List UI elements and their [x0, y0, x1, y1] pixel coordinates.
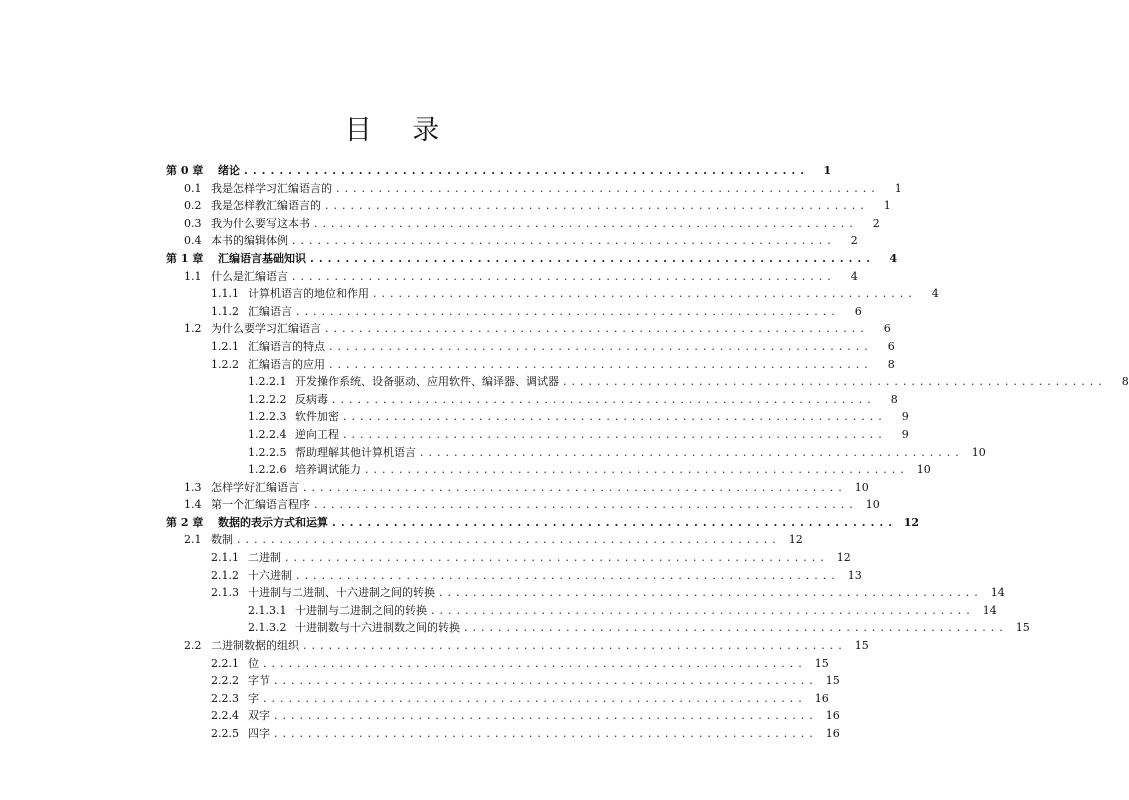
toc-page-number: 16 [825, 727, 840, 740]
toc-entry-title: 二进制数据的组织 [211, 639, 299, 653]
toc-entry-number: 1.1.2 [211, 304, 239, 318]
table-of-contents [166, 162, 1129, 743]
dot-leader: ................................................................ [420, 445, 964, 459]
toc-entry-row[interactable] [166, 285, 939, 303]
toc-page-number: 16 [825, 709, 840, 723]
toc-entry-row[interactable] [166, 373, 1129, 391]
toc-page-number: 4 [850, 269, 858, 283]
toc-entry-title: 绪论 [218, 164, 240, 177]
toc-entry-number: 0.2 [184, 199, 202, 213]
toc-entry-line [295, 408, 909, 426]
toc-entry-row[interactable] [166, 408, 909, 426]
dot-leader: ................................................................ [563, 375, 1107, 389]
dot-leader: ................................................................ [310, 251, 876, 265]
toc-entry-line [295, 602, 997, 620]
toc-entry-number: 1.3 [184, 480, 202, 494]
dot-leader: ................................................................ [343, 427, 887, 441]
toc-entry-number: 1.1.1 [211, 287, 239, 301]
toc-entry-title: 培养调试能力 [295, 463, 361, 477]
toc-entry-line [248, 672, 840, 690]
toc-chapter-row[interactable] [166, 250, 898, 268]
toc-page-number: 12 [836, 551, 851, 565]
toc-chapter-row[interactable] [166, 514, 920, 532]
toc-entry-title: 汇编语言的特点 [248, 339, 325, 353]
dot-leader: ................................................................ [332, 515, 898, 529]
toc-entry-title: 本书的编辑体例 [211, 234, 288, 248]
toc-entry-row[interactable] [166, 320, 891, 338]
toc-entry-line [211, 180, 902, 198]
toc-entry-row[interactable] [166, 338, 895, 356]
toc-entry-title: 十进制与二进制之间的转换 [295, 603, 427, 617]
toc-entry-title: 数制 [211, 533, 233, 547]
toc-entry-number: 1.2.2.4 [248, 427, 287, 441]
toc-page-number: 8 [1121, 375, 1129, 389]
toc-entry-row[interactable] [166, 690, 829, 708]
dot-leader: ................................................................ [296, 304, 840, 318]
toc-entry-title: 软件加密 [295, 410, 339, 424]
toc-page-number: 4 [889, 251, 898, 265]
dot-leader: ................................................................ [464, 621, 1008, 635]
toc-entry-number: 2.1 [184, 533, 202, 547]
toc-entry-line [248, 549, 851, 567]
toc-page-number: 10 [916, 463, 931, 477]
toc-entry-row[interactable] [166, 426, 909, 444]
toc-entry-row[interactable] [166, 215, 880, 233]
toc-page-number: 15 [1015, 621, 1030, 635]
toc-entry-number: 2.1.2 [211, 568, 239, 582]
toc-entry-row[interactable] [166, 619, 1030, 637]
toc-entry-line [248, 567, 862, 585]
toc-entry-number: 2.1.3.1 [248, 603, 287, 617]
toc-entry-number: 1.2.2.1 [248, 375, 287, 389]
toc-entry-row[interactable] [166, 197, 891, 215]
toc-page-number: 10 [854, 480, 869, 494]
toc-page-number: 6 [854, 304, 862, 318]
toc-entry-title: 逆向工程 [295, 427, 339, 441]
toc-entry-line [211, 215, 880, 233]
toc-entry-row[interactable] [166, 356, 895, 374]
dot-leader: ................................................................ [303, 639, 847, 653]
toc-entry-row[interactable] [166, 655, 829, 673]
dot-leader: ................................................................ [274, 709, 818, 723]
toc-entry-number: 2.1.3.2 [248, 621, 287, 635]
toc-entry-number: 2.2.1 [211, 656, 239, 670]
dot-leader: ................................................................ [325, 322, 869, 336]
toc-entry-number: 0.4 [184, 234, 202, 248]
toc-entry-number: 2.2.5 [211, 727, 239, 740]
toc-entry-line [248, 285, 939, 303]
toc-entry-title: 十六进制 [248, 568, 292, 582]
toc-entry-line [248, 584, 1005, 602]
dot-leader: ................................................................ [431, 603, 975, 617]
toc-entry-number: 2.2.2 [211, 674, 239, 688]
toc-entry-title: 汇编语言的应用 [248, 357, 325, 371]
toc-entry-row[interactable] [166, 531, 803, 549]
toc-entry-row[interactable] [166, 584, 1005, 602]
toc-page-number: 9 [901, 427, 909, 441]
toc-entry-number: 2.2 [184, 639, 202, 653]
toc-entry-title: 双字 [248, 709, 270, 723]
toc-entry-number: 0.3 [184, 216, 202, 230]
toc-page-number: 12 [788, 533, 803, 547]
toc-entry-line [295, 444, 986, 462]
toc-entry-row[interactable] [166, 479, 869, 497]
toc-entry-number: 1.2.1 [211, 339, 239, 353]
toc-entry-line [248, 725, 840, 743]
toc-entry-row[interactable] [166, 637, 869, 655]
toc-entry-number: 2.1.1 [211, 551, 239, 565]
dot-leader: ................................................................ [303, 480, 847, 494]
toc-page-number: 6 [883, 322, 891, 336]
toc-entry-title: 汇编语言基础知识 [218, 251, 306, 265]
dot-leader: ................................................................ [285, 551, 829, 565]
toc-page-number: 2 [850, 234, 858, 248]
toc-entry-line [248, 303, 862, 321]
toc-page-number: 1 [823, 164, 832, 177]
toc-entry-line [248, 356, 895, 374]
dot-leader: ................................................................ [365, 463, 909, 477]
toc-entry-title: 字节 [248, 674, 270, 688]
toc-entry-line [211, 637, 869, 655]
toc-entry-line [248, 707, 840, 725]
toc-entry-title: 十进制数与十六进制数之间的转换 [295, 621, 460, 635]
toc-chapter-row[interactable] [166, 162, 832, 180]
toc-entry-row[interactable] [166, 232, 858, 250]
toc-entry-line [295, 461, 931, 479]
toc-entry-line [211, 496, 880, 514]
toc-entry-line [295, 373, 1129, 391]
toc-entry-title: 位 [248, 656, 259, 670]
toc-page-number: 15 [854, 639, 869, 653]
toc-entry-number: 2.2.4 [211, 709, 239, 723]
toc-entry-line [295, 391, 898, 409]
toc-entry-line [211, 268, 858, 286]
toc-entry-title: 我是怎样教汇编语言的 [211, 199, 321, 213]
toc-entry-row[interactable] [166, 444, 986, 462]
toc-page-number: 6 [887, 339, 895, 353]
toc-page-number: 10 [865, 498, 880, 512]
toc-page-number: 10 [971, 445, 986, 459]
toc-page-number: 8 [890, 392, 898, 406]
dot-leader: ................................................................ [329, 357, 873, 371]
toc-entry-title: 怎样学好汇编语言 [211, 480, 299, 494]
toc-entry-line [248, 338, 895, 356]
dot-leader: ................................................................ [274, 727, 818, 740]
dot-leader: ................................................................ [373, 287, 917, 301]
toc-entry-line [211, 320, 891, 338]
toc-entry-title: 十进制与二进制、十六进制之间的转换 [248, 586, 435, 600]
toc-entry-title: 什么是汇编语言 [211, 269, 288, 283]
dot-leader: ................................................................ [314, 216, 858, 230]
toc-entry-number: 第 1 章 [166, 251, 204, 265]
toc-page-number: 15 [825, 674, 840, 688]
toc-page-number: 14 [990, 586, 1005, 600]
toc-entry-line [248, 690, 829, 708]
toc-entry-row[interactable] [166, 461, 931, 479]
toc-entry-number: 2.2.3 [211, 691, 239, 705]
toc-entry-number: 第 0 章 [166, 164, 204, 177]
toc-page-number: 15 [814, 656, 829, 670]
toc-entry-row[interactable] [166, 602, 997, 620]
toc-entry-number: 1.2.2.2 [248, 392, 287, 406]
toc-page-number: 8 [887, 357, 895, 371]
toc-entry-line [211, 531, 803, 549]
toc-entry-title: 反病毒 [295, 392, 328, 406]
toc-page-number: 1 [883, 199, 891, 213]
toc-entry-row[interactable] [166, 725, 840, 743]
toc-entry-line [218, 250, 898, 268]
toc-entry-title: 帮助理解其他计算机语言 [295, 445, 416, 459]
toc-entry-number: 2.1.3 [211, 586, 239, 600]
toc-entry-row[interactable] [166, 268, 858, 286]
toc-page-number: 2 [872, 216, 880, 230]
page-title: 目 录 [344, 115, 456, 146]
toc-entry-row[interactable] [166, 707, 840, 725]
dot-leader: ................................................................ [263, 656, 807, 670]
dot-leader: ................................................................ [332, 392, 876, 406]
toc-entry-title: 二进制 [248, 551, 281, 565]
toc-entry-number: 1.2.2.6 [248, 463, 287, 477]
toc-entry-row[interactable] [166, 672, 840, 690]
dot-leader: ................................................................ [292, 234, 836, 248]
toc-entry-title: 字 [248, 691, 259, 705]
toc-entry-title: 为什么要学习汇编语言 [211, 322, 321, 336]
dot-leader: ................................................................ [314, 498, 858, 512]
toc-entry-line [211, 479, 869, 497]
dot-leader: ................................................................ [439, 586, 983, 600]
toc-entry-line [211, 232, 858, 250]
toc-entry-line [218, 514, 920, 532]
toc-entry-number: 1.2 [184, 322, 202, 336]
dot-leader: ................................................................ [336, 181, 880, 195]
toc-page-number: 12 [903, 515, 920, 529]
toc-entry-number: 1.2.2 [211, 357, 239, 371]
toc-entry-number: 第 2 章 [166, 515, 204, 529]
dot-leader: ................................................................ [296, 568, 840, 582]
dot-leader: ................................................................ [244, 164, 810, 177]
toc-page-number: 13 [847, 568, 862, 582]
toc-entry-row[interactable] [166, 496, 880, 514]
toc-entry-row[interactable] [166, 391, 898, 409]
dot-leader: ................................................................ [292, 269, 836, 283]
toc-entry-row[interactable] [166, 567, 862, 585]
toc-entry-line [218, 162, 832, 180]
dot-leader: ................................................................ [343, 410, 887, 424]
toc-page-number: 1 [894, 181, 902, 195]
toc-entry-line [295, 426, 909, 444]
toc-page-number: 9 [901, 410, 909, 424]
toc-entry-number: 1.1 [184, 269, 202, 283]
toc-entry-title: 汇编语言 [248, 304, 292, 318]
toc-entry-line [211, 197, 891, 215]
toc-entry-title: 开发操作系统、设备驱动、应用软件、编译器、调试器 [295, 375, 559, 389]
toc-entry-title: 四字 [248, 727, 270, 740]
dot-leader: ................................................................ [263, 691, 807, 705]
dot-leader: ................................................................ [325, 199, 869, 213]
toc-entry-number: 1.2.2.3 [248, 410, 287, 424]
toc-entry-title: 我是怎样学习汇编语言的 [211, 181, 332, 195]
toc-page-number: 16 [814, 691, 829, 705]
dot-leader: ................................................................ [274, 674, 818, 688]
toc-entry-row[interactable] [166, 549, 851, 567]
toc-entry-number: 1.4 [184, 498, 202, 512]
toc-entry-title: 我为什么要写这本书 [211, 216, 310, 230]
toc-page-number: 14 [982, 603, 997, 617]
dot-leader: ................................................................ [237, 533, 781, 547]
toc-entry-row[interactable] [166, 303, 862, 321]
toc-entry-number: 0.1 [184, 181, 202, 195]
toc-page-number: 4 [931, 287, 939, 301]
dot-leader: ................................................................ [329, 339, 873, 353]
toc-entry-row[interactable] [166, 180, 902, 198]
toc-entry-title: 第一个汇编语言程序 [211, 498, 310, 512]
toc-entry-title: 计算机语言的地位和作用 [248, 287, 369, 301]
toc-entry-line [295, 619, 1030, 637]
toc-entry-line [248, 655, 829, 673]
toc-entry-number: 1.2.2.5 [248, 445, 287, 459]
toc-entry-title: 数据的表示方式和运算 [218, 515, 328, 529]
